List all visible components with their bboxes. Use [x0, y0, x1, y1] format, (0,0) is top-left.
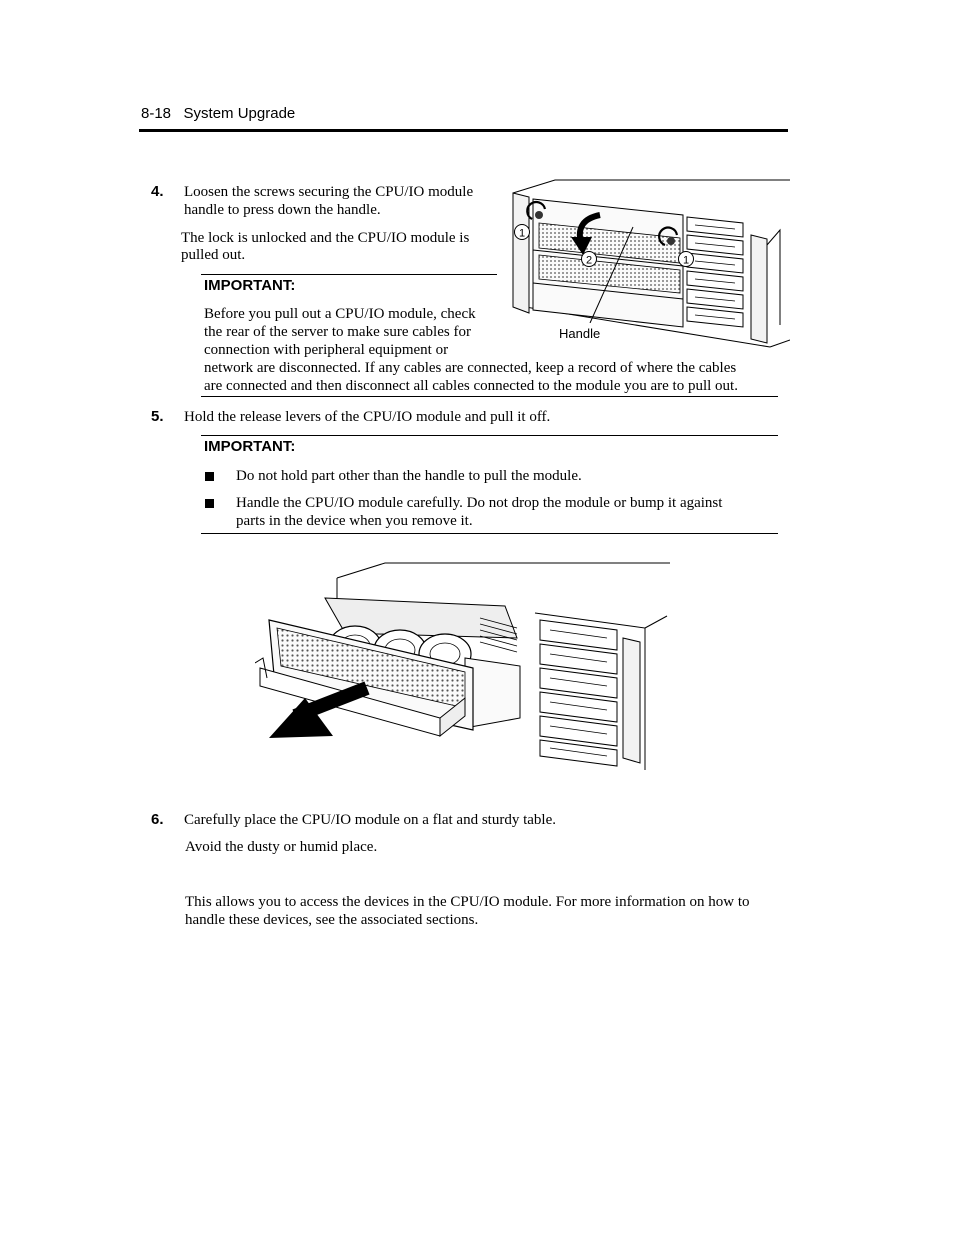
- important-line-5: are connected and then disconnect all cables connected to the module you are to pull out.: [204, 378, 738, 394]
- step-4-line-2: handle to press down the handle.: [184, 202, 381, 218]
- callout-2: 2: [585, 254, 593, 267]
- step-6-number: 6.: [151, 811, 164, 828]
- bullet-square-icon: [205, 472, 214, 481]
- important-2-bottom-rule: [201, 533, 778, 534]
- important-line-1: Before you pull out a CPU/IO module, check: [204, 306, 476, 322]
- bullet-square-icon: [205, 499, 214, 508]
- step-6-text: Carefully place the CPU/IO module on a flat and sturdy table.: [184, 812, 556, 828]
- important-2-title: IMPORTANT:: [204, 438, 296, 455]
- important-2-bullet-2-line-1: Handle the CPU/IO module carefully. Do not drop the module or bump it against: [236, 495, 723, 511]
- important-2-bullet-1: Do not hold part other than the handle to pull the module.: [236, 468, 582, 484]
- important-line-2: the rear of the server to make sure cables for: [204, 324, 471, 340]
- header-rule: [139, 129, 788, 132]
- callout-1-left: 1: [518, 227, 526, 240]
- pull-module-figure: [255, 558, 670, 773]
- page-number: 8-18: [141, 105, 172, 122]
- step-4-line-1: Loosen the screws securing the CPU/IO module: [184, 184, 474, 200]
- section-title: System Upgrade: [183, 105, 296, 122]
- handle-label: Handle: [559, 326, 601, 341]
- callout-1-right: 1: [682, 254, 690, 267]
- closing-line-1: This allows you to access the devices in the CPU/IO module. For more information on how to: [185, 894, 750, 910]
- step-4-note-line-2: pulled out.: [181, 247, 246, 263]
- important-title: IMPORTANT:: [204, 277, 296, 294]
- step-5-text: Hold the release levers of the CPU/IO module and pull it off.: [184, 409, 551, 425]
- step-4-note-line-1: The lock is unlocked and the CPU/IO module is: [181, 230, 470, 246]
- closing-line-2: handle these devices, see the associated sections.: [185, 912, 479, 928]
- step-6-note: Avoid the dusty or humid place.: [185, 839, 378, 855]
- step-5-number: 5.: [151, 408, 164, 425]
- step-4-number: 4.: [151, 183, 164, 200]
- important-bottom-rule: [201, 396, 778, 397]
- important-2-top-rule: [201, 435, 778, 436]
- unlock-handle-figure: [505, 175, 790, 350]
- important-line-4: network are disconnected. If any cables are connected, keep a record of where the cables: [204, 360, 737, 376]
- important-line-3: connection with peripheral equipment or: [204, 342, 449, 358]
- important-2-bullet-2-line-2: parts in the device when you remove it.: [236, 513, 473, 529]
- important-top-rule: [201, 274, 497, 275]
- page-header: [141, 105, 295, 122]
